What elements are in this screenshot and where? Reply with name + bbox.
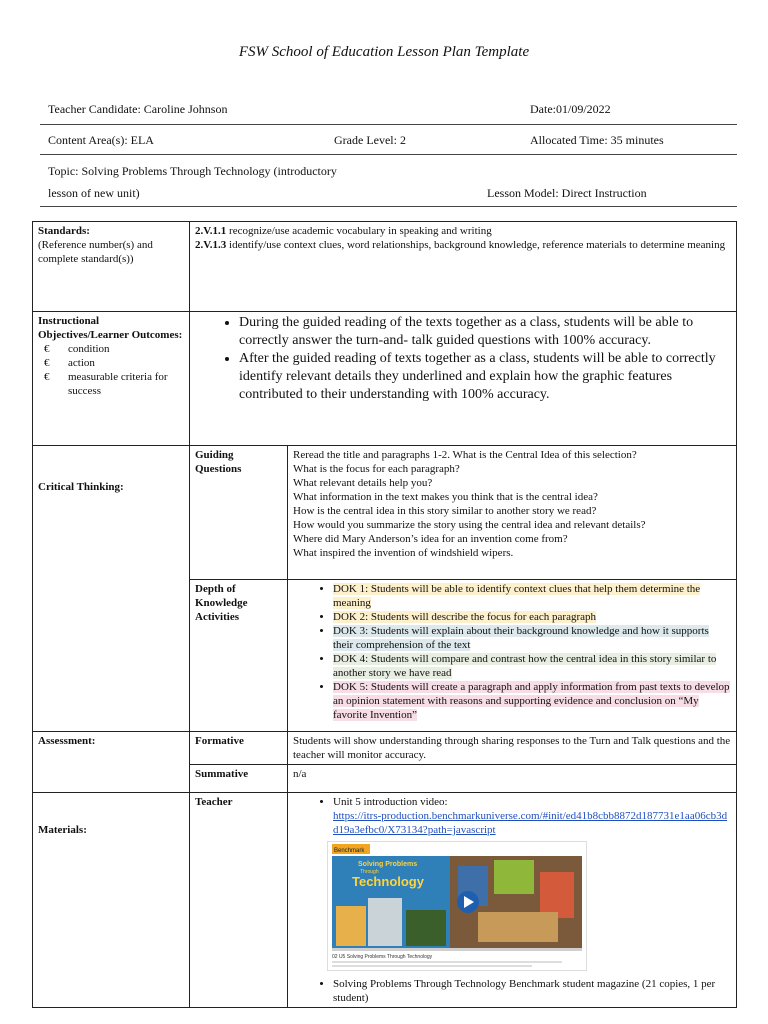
question: What relevant details help you? bbox=[293, 477, 433, 489]
lesson-model: Lesson Model: Direct Instruction bbox=[487, 186, 647, 200]
materials-list bbox=[293, 795, 731, 1005]
objectives-list bbox=[195, 314, 731, 404]
condition-item: € measurable criteria for success bbox=[44, 371, 168, 397]
summative-text: n/a bbox=[288, 765, 737, 793]
standard-text: recognize/use academic vocabulary in speaking and writing bbox=[226, 225, 492, 237]
objectives-content bbox=[190, 312, 737, 446]
standard-item bbox=[195, 238, 731, 252]
video-link[interactable]: https://itrs-production.benchmarkuniverse.com/#init/ed41b8cbb8872d187731e1aa06cb3dd19a3efbc0/X73134?path=javascript bbox=[333, 810, 728, 836]
video-thumbnail-image bbox=[328, 842, 586, 970]
objectives-label-cell bbox=[33, 312, 190, 446]
dok-list bbox=[293, 582, 731, 722]
objective-item: • During the guided reading of the texts together as a class, students will be able to correctly answer the turn-and- talk guided questions with 100% accuracy. bbox=[239, 314, 731, 350]
dok-item: • DOK 4: Students will compare and contrast how the central idea in this story similar to another story we have read bbox=[333, 652, 731, 680]
video-thumbnail[interactable] bbox=[327, 841, 587, 971]
materials-label-cell bbox=[33, 793, 190, 1008]
material-item bbox=[333, 795, 731, 971]
content-area: Content Area(s): ELA bbox=[48, 133, 154, 147]
document-title: FSW School of Education Lesson Plan Template bbox=[238, 44, 530, 60]
standard-item bbox=[195, 224, 731, 238]
summative-label: Summative bbox=[195, 768, 249, 780]
grade-level: Grade Level: 2 bbox=[334, 133, 406, 147]
dok-item: • DOK 3: Students will explain about their background knowledge and how it supports their comprehension of the text bbox=[333, 624, 731, 652]
formative-row bbox=[33, 732, 737, 765]
standards-sublabel: (Reference number(s) and complete standard(s)) bbox=[38, 239, 153, 265]
thumb-through: Through bbox=[360, 869, 379, 875]
objective-item: • After the guided reading of texts together as a class, students will be able to correctly identify relevant details they underlined and explain how the graphic features contributed to their understanding with 100% accuracy. bbox=[239, 350, 731, 404]
dok-item: • DOK 1: Students will be able to identify context clues that help them determine the meaning bbox=[333, 582, 731, 610]
teacher-candidate: Teacher Candidate: Caroline Johnson bbox=[48, 102, 228, 116]
condition-list bbox=[38, 342, 184, 398]
formative-text: Students will show understanding through sharing responses to the Turn and Talk questions and the teacher will monitor accuracy. bbox=[288, 732, 737, 765]
thumb-caption: 02 U5 Solving Problems Through Technology bbox=[332, 954, 433, 960]
question: What is the focus for each paragraph? bbox=[293, 463, 460, 475]
standards-label: Standards: bbox=[38, 225, 90, 237]
condition-item: € condition bbox=[44, 343, 110, 355]
condition-item: € action bbox=[44, 357, 95, 369]
dok-content bbox=[288, 580, 737, 732]
summative-label-cell bbox=[190, 765, 288, 793]
topic-line-1: Topic: Solving Problems Through Technology (introductory bbox=[48, 164, 337, 178]
question: Where did Mary Anderson’s idea for an invention come from? bbox=[293, 533, 568, 545]
objectives-row bbox=[33, 312, 737, 446]
standards-content bbox=[190, 222, 737, 312]
question: What inspired the invention of windshield wipers. bbox=[293, 547, 514, 559]
guiding-label-cell bbox=[190, 446, 288, 580]
critical-thinking-label: Critical Thinking: bbox=[38, 481, 124, 493]
standard-code: 2.V.1.3 bbox=[195, 239, 227, 251]
euro-bullet-icon: € bbox=[44, 343, 50, 355]
divider bbox=[40, 154, 737, 155]
materials-label: Materials: bbox=[38, 824, 87, 836]
divider bbox=[40, 206, 737, 207]
formative-label-cell bbox=[190, 732, 288, 765]
teacher-label: Teacher bbox=[195, 796, 233, 808]
dok-item: • DOK 5: Students will create a paragraph and apply information from past texts to develop an opinion statement with reasons and supporting evidence and conclusion on “My favorite Invention” bbox=[333, 680, 731, 722]
material-item: • Solving Problems Through Technology Benchmark student magazine (21 copies, 1 per student) bbox=[333, 977, 731, 1005]
thumb-title-1: Solving Problems bbox=[358, 861, 418, 868]
euro-bullet-icon: € bbox=[44, 357, 50, 369]
topic-line-2: lesson of new unit) bbox=[48, 186, 140, 200]
thumb-brand: Benchmark bbox=[334, 848, 365, 854]
materials-row bbox=[33, 793, 737, 1008]
standard-code: 2.V.1.1 bbox=[195, 225, 227, 237]
lesson-plan-table bbox=[32, 221, 737, 1008]
assessment-label-cell bbox=[33, 732, 190, 793]
standards-row bbox=[33, 222, 737, 312]
question: What information in the text makes you think that is the central idea? bbox=[293, 491, 598, 503]
thumb-title-2: Technology bbox=[352, 874, 424, 889]
teacher-label-cell bbox=[190, 793, 288, 1008]
euro-bullet-icon: € bbox=[44, 371, 50, 383]
question: Reread the title and paragraphs 1-2. What is the Central Idea of this selection? bbox=[293, 449, 637, 461]
video-label: Unit 5 introduction video: bbox=[333, 796, 448, 808]
question: How is the central idea in this story similar to another story we read? bbox=[293, 505, 597, 517]
guiding-label: Guiding Questions bbox=[195, 449, 242, 475]
dok-label-cell bbox=[190, 580, 288, 732]
assessment-label: Assessment: bbox=[38, 735, 96, 747]
materials-content bbox=[288, 793, 737, 1008]
question: How would you summarize the story using the central idea and relevant details? bbox=[293, 519, 646, 531]
guiding-questions bbox=[288, 446, 737, 580]
guiding-row bbox=[33, 446, 737, 580]
dok-label: Depth of Knowledge Activities bbox=[195, 583, 248, 623]
lesson-date: Date:01/09/2022 bbox=[530, 102, 611, 116]
standard-text: identify/use context clues, word relationships, background knowledge, reference materials to determine meaning bbox=[226, 239, 726, 251]
objectives-label: Instructional Objectives/Learner Outcomes: bbox=[38, 315, 183, 341]
allocated-time: Allocated Time: 35 minutes bbox=[530, 133, 664, 147]
critical-label-cell bbox=[33, 446, 190, 732]
formative-label: Formative bbox=[195, 735, 244, 747]
divider bbox=[40, 124, 737, 125]
dok-item: • DOK 2: Students will describe the focus for each paragraph bbox=[333, 610, 731, 624]
standards-label-cell bbox=[33, 222, 190, 312]
